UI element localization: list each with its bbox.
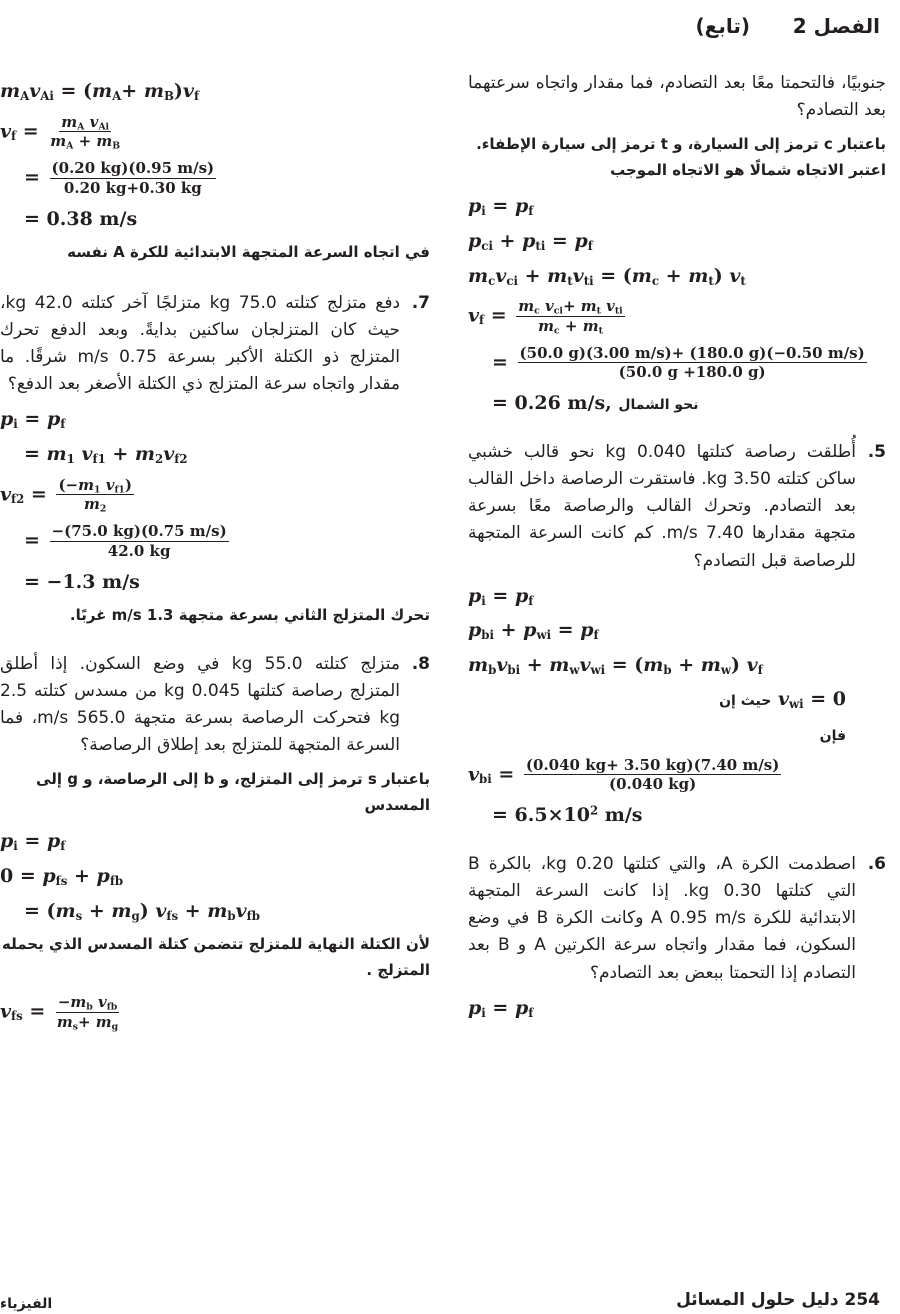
problem-4-note: باعتبار c ترمز إلى السيارة، و t ترمز إلى سيارة الإطفاء. اعتبر الاتجاه شمالًا هو الاتجاه الموجب — [476, 135, 886, 179]
problem-8 — [0, 651, 430, 760]
p5-then: فإن — [819, 728, 846, 745]
left-column — [0, 70, 430, 1040]
p7-eq-3: $v_{f2}$ = $\frac{(-m_1 v_{f1})}{m_2}$ — [0, 475, 133, 515]
p7-numeric-fraction: $\frac{-(75.0 kg)(0.75 m/s)}{42.0 kg}$ — [51, 522, 227, 560]
p6-symbolic-fraction: $\frac{m_A v_{Ai}}{m_A + m_B}$ — [50, 112, 121, 152]
p8-note-2: لأن الكتلة النهاية للمتزلج تتضمن كتلة المسدس الذي يحمله المتزلج . — [2, 935, 430, 979]
p6-note: في اتجاه السرعة المتجهة الابتدائية للكرة A نفسه — [67, 243, 430, 262]
p4-eq-5: = $\frac{(50.0 g)(3.00 m/s)+ (180.0 g)(-0.50 m/s)}{(50.0 g +180.0 g)}$ — [492, 343, 865, 382]
p4-eq-4: $v_f$ = $\frac{m_c v_{ci}+ m_t v_{ti}}{m_c + m_t}$ — [468, 297, 623, 337]
p7-note: تحرك المتزلج الثاني بسرعة متجهة 1.3 m/s غربًا. — [69, 606, 430, 625]
p7-eq-4: = $\frac{-(75.0 kg)(0.75 m/s)}{42.0 kg}$ — [24, 522, 227, 560]
p8-eq-1: $p_i = p_f$ — [0, 830, 66, 854]
p4-result-direction: نحو الشمال — [618, 397, 699, 414]
p7-symbolic-fraction: $\frac{(-m_1 v_{f1})}{m_2}$ — [58, 475, 133, 515]
p5-eq-where: حيث إن $v_{wi} = 0$ — [719, 688, 846, 712]
p6-eq-2: $m_Av_{Ai} = (m_A+ m_B)v_f$ — [0, 80, 200, 103]
footer-page — [676, 1290, 880, 1310]
problem-7-number: 7. — [411, 292, 430, 313]
p6-eq-4: = $\frac{(0.20 kg)(0.95 m/s)}{0.20 kg+0.30 kg}$ — [24, 159, 215, 197]
p4-symbolic-fraction: $\frac{m_c v_{ci}+ m_t v_{ti}}{m_c + m_t}$ — [518, 297, 623, 337]
page-header — [695, 14, 880, 38]
right-column — [468, 70, 886, 1029]
problem-4-text-continued: جنوبيًا، فالتحمتا معًا بعد التصادم، فما مقدار واتجاه سرعتهما بعد التصادم؟ — [468, 73, 886, 121]
p4-eq-1: $p_i = p_f$ — [468, 195, 534, 219]
p6-eq-3: $v_f$ = $\frac{m_A v_{Ai}}{m_A + m_B}$ — [0, 112, 121, 152]
p4-result: = 0.26 m/s, نحو الشمال — [492, 392, 699, 415]
problem-8-text: متزلج كتلته 55.0 kg في وضع السكون. إذا أطلق المتزلج رصاصة كتلتها 0.045 kg من مسدس كتلته 2.5 kg فتحركت الرصاصة بسرعة متجهة 565.0 m/s، فما السرعة المتجهة للمتزلج بعد إطلاق الرصاصة؟ — [0, 653, 401, 756]
chapter-title: الفصل 2 — [792, 14, 880, 38]
problem-7 — [0, 290, 430, 399]
p7-eq-1: $p_i = p_f$ — [0, 408, 66, 432]
problem-8-number: 8. — [411, 653, 430, 674]
problem-7-text: دفع متزلج كتلته 75.0 kg متزلجًا آخر كتلته 42.0 kg، حيث كان المتزلجان ساكنين بدايةً. وبعد الدفع تحرك المتزلج ذو الكتلة الأكبر بسرعة 0.75 m/s شرقًا. ما مقدار واتجاه سرعة المتزلج ذي الكتلة الأصغر بعد الدفع؟ — [0, 292, 401, 395]
problem-5-text: أُطلقت رصاصة كتلتها 0.040 kg نحو قالب خشبي ساكن كتلته 3.50 kg. فاستقرت الرصاصة داخل القالب بعد التصادم. وتحرك القالب والرصاصة معًا بسرعة متجهة مقدارها 7.40 m/s. كم كانت السرعة المتجهة للرصاصة قبل التصادم؟ — [468, 441, 856, 571]
p5-eq-2: $p_{bi} + p_{wi} = p_f$ — [468, 619, 599, 643]
p6-numeric-fraction: $\frac{(0.20 kg)(0.95 m/s)}{0.20 kg+0.30 kg}$ — [51, 159, 215, 197]
guide-title: دليل حلول المسائل — [676, 1290, 839, 1310]
p8-symbolic-fraction: $\frac{-m_b v_{fb}}{m_s+ m_g}$ — [56, 993, 119, 1033]
p7-eq-2: = $m_1$ $v_{f1} + m_2v_{f2}$ — [24, 443, 188, 466]
p8-note: باعتبار s ترمز إلى المتزلج، و b إلى الرصاصة، و g إلى المسدس — [36, 770, 430, 814]
p7-result: = −1.3 m/s — [24, 570, 140, 593]
p5-eq-3: $m_bv_{bi} + m_wv_{wi} = (m_b + m_w)$ $v_f$ — [468, 653, 763, 677]
p8-eq-3: = $(m_s + m_g) v_{fs} + m_bv_{fb}$ — [24, 899, 260, 923]
p8-eq-2: $0 = p_{fs} + p_{fb}$ — [0, 865, 124, 888]
p4-eq-3: $m_cv_{ci} + m_tv_{ti} = (m_c + m_t)$ $v_t$ — [468, 264, 746, 288]
footer-subject: الفيزياء — [0, 1296, 53, 1312]
p5-result: = $6.5\times 10^2$ m/s — [492, 803, 643, 827]
chapter-continued: (تابع) — [695, 14, 750, 38]
page-number: 254 — [844, 1290, 880, 1310]
p5-eq-4: $v_{bi}$ = $\frac{(0.040 kg+ 3.50 kg)(7.40 m/s)}{(0.040 kg)}$ — [468, 755, 780, 794]
problem-6-number: 6. — [867, 853, 886, 874]
p8-eq-4: $v_{fs}$ = $\frac{-m_b v_{fb}}{m_s+ m_g}$ — [0, 993, 119, 1033]
p6-eq-1: $p_i = p_f$ — [468, 996, 534, 1020]
p5-eq-1: $p_i = p_f$ — [468, 584, 534, 608]
p4-eq-2: $p_{ci} + p_{ti} = p_f$ — [468, 229, 593, 253]
problem-5 — [468, 439, 886, 575]
p6-result: = 0.38 m/s — [24, 207, 138, 230]
p5-numeric-fraction: $\frac{(0.040 kg+ 3.50 kg)(7.40 m/s)}{(0.040 kg)}$ — [525, 755, 780, 794]
problem-6-text: اصطدمت الكرة A، والتي كتلتها 0.20 kg، بالكرة B التي كتلتها 0.30 kg. إذا كانت السرعة المتجهة الابتدائية للكرة A 0.95 m/s وكانت الكرة B في وضع السكون، فما مقدار واتجاه سرعة الكرتين A و B بعد التصادم إذا التحمتا ببعض بعد التصادم؟ — [468, 853, 857, 983]
problem-5-number: 5. — [867, 441, 886, 462]
p4-numeric-fraction: $\frac{(50.0 g)(3.00 m/s)+ (180.0 g)(-0.50 m/s)}{(50.0 g +180.0 g)}$ — [519, 343, 865, 382]
problem-6 — [468, 851, 886, 987]
